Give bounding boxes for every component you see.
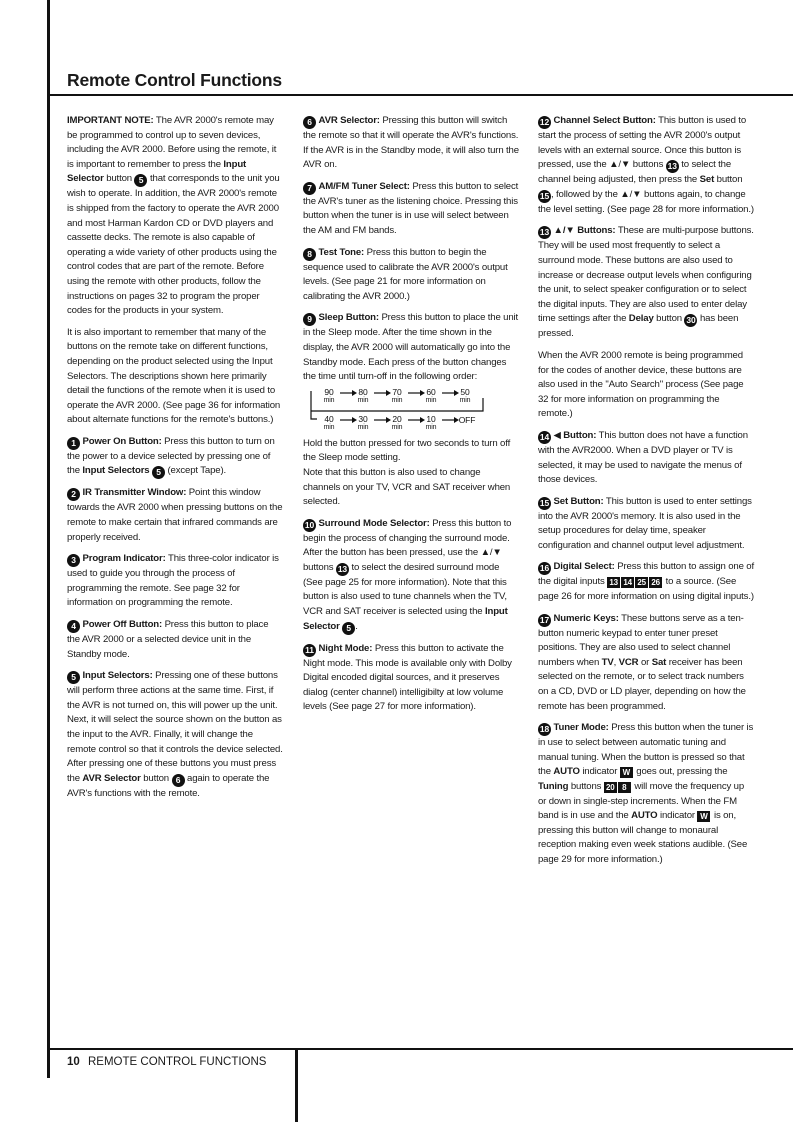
ref-badge: 13 — [337, 563, 348, 574]
ref-badge: 5 — [152, 466, 165, 479]
ref-badge: 5 — [134, 174, 147, 187]
left-vertical-rule — [47, 0, 50, 1078]
paragraph: When the AVR 2000 remote is being programmed for the codes of another device, these buttons are also used in the "Auto Search" process (See page 32 for more information on programming the remote.) — [538, 349, 744, 420]
up-down-arrows-icon: ▲/▼ — [553, 225, 575, 237]
item-ir-window: 2 IR Transmitter Window: Point this window towards the AVR 2000 when pressing buttons on the remote to make certain that infrared commands are properly received. — [67, 487, 283, 543]
item-avr-selector: 6 AVR Selector: Pressing this button will switch the remote so that it will operate the AVR's functions. If the AVR is in the Standby mode, it will also turn the AVR on. — [303, 115, 519, 171]
up-down-arrows-icon: ▲/▼ — [620, 188, 642, 200]
item-number-badge: 13 — [539, 227, 550, 238]
item-digital-select: 16 Digital Select: Press this button to assign one of the digital inputs 13 14 25 26 to a source. (See page 26 for more information on using digital inputs.) — [538, 561, 754, 603]
sleep-arrowhead — [352, 417, 357, 423]
item-night-mode: 11 Night Mode: Press this button to activate the Night mode. This mode is available only with Dolby Digital encoded digital sources, and it preserves dialog (center channel) intelligibilty at low volume levels (See page 27 for more information). — [303, 642, 512, 713]
sleep-unit: min — [323, 396, 335, 404]
sleep-value: 40 — [324, 413, 334, 424]
sleep-arrowhead — [352, 390, 357, 396]
up-down-arrows-icon: ▲/▼ — [480, 547, 502, 559]
sleep-unit: min — [357, 396, 369, 404]
sleep-value: 90 — [324, 386, 334, 397]
ref-square-badge: 26 — [649, 577, 662, 588]
ref-badge: 13 — [667, 161, 677, 172]
left-arrow-icon: ◀ — [553, 429, 561, 441]
paragraph: It is also important to remember that many of the buttons on the remote take on different functions, depending on the product selected using the Input Selectors. The descriptions shown here primarily detail the functions of the remote when it is used to operate the AVR 2000. (See page 36 for information about alternate functions for the remote's buttons.) — [67, 326, 281, 426]
ref-square-badge: 13 — [607, 577, 620, 588]
item-number-badge: 5 — [67, 671, 80, 684]
sleep-value: 60 — [426, 386, 436, 397]
sleep-arrowhead — [386, 417, 391, 423]
sleep-unit: min — [459, 396, 471, 404]
item-number-badge: 2 — [67, 488, 80, 501]
sleep-unit: min — [425, 423, 437, 431]
item-number-badge: 16 — [539, 563, 550, 574]
sleep-value: 80 — [358, 386, 368, 397]
item-number-badge: 7 — [303, 182, 316, 195]
sleep-sequence-diagram — [303, 387, 513, 431]
item-number-badge: 14 — [539, 431, 550, 442]
indicator-badge: W — [620, 767, 633, 778]
ref-square-badge: 20 — [604, 782, 617, 793]
sleep-arrowhead — [420, 417, 425, 423]
item-number-badge: 12 — [539, 117, 550, 127]
ref-badge: 15 — [539, 190, 550, 201]
item-sleep: 9 Sleep Button: Press this button to place the unit in the Sleep mode. After the time shown in the display, the AVR 2000 will automatically go into the Standby mode. Each press of the button changes the time until turn-off in the following order: — [303, 312, 519, 383]
sleep-connector-left — [311, 391, 317, 419]
ref-square-badge: 14 — [621, 577, 634, 588]
item-number-badge: 10 — [304, 519, 315, 530]
item-number-badge: 11 — [303, 644, 316, 657]
item-left-button: 14 ◀ Button: This button does not have a function with the AVR2000. When a DVD player or TV is selected, it may be used to navigate the menus of those devices. — [538, 429, 748, 486]
sleep-value: 30 — [358, 413, 368, 424]
item-number-badge: 17 — [539, 614, 550, 625]
item-number-badge: 9 — [303, 313, 316, 326]
item-tuner-mode: 18 Tuner Mode: Press this button when the tuner is in use to select between automatic tuning and manual tuning. When the button is pressed so that the AUTO indicator W goes out, pressing the Tuning buttons 20 8 will move the frequency up or down in single-step increments. When the FM band is in use and the AUTO indicator W is on, pressing this button will change to monaural reception making even week stations audible. (See page 29 for more information.) — [538, 722, 754, 865]
page-footer — [67, 1056, 266, 1068]
item-surround-mode: 10 Surround Mode Selector: Press this button to begin the process of changing the surround mode. After the button has been pressed, use the ▲/▼ buttons 13 to select the desired surround mode (See page 25 for more information). Note that this button is also used to tune channels when the TV, VCR and SAT receiver is selected using the Input Selector 5 . — [303, 517, 512, 633]
item-input-selectors: 5 Input Selectors: Pressing one of these buttons will perform three actions at the same time. First, if the AVR is not turned on, this will power up the unit. Next, it will select the source shown on the button as the input to the AVR. Finally, it will change the remote control so that it controls the device selected. After pressing one of these buttons you must press the AVR Selector button 6 again to operate the AVR's functions with the remote. — [67, 670, 283, 799]
sleep-channel-note: Note that this button is also used to change channels on your TV, VCR and SAT receiver when selected. — [303, 466, 511, 508]
item-number-badge: 8 — [303, 248, 316, 261]
important-note: IMPORTANT NOTE: The AVR 2000's remote may be programmed to control up to seven devices, including the AVR 2000. Before using the remote, it is important to remember to press the Input Selector button 5 that corresponds to the unit you wish to operate. In addition, the AVR 2000's remote is shipped from the factory to operate the AVR 2000 and most Harman Kardon CD or DVD players and cassette decks. The remote is also capable of operating a wide variety of other products using the control codes that are part of the remote. Before using the remote with other products, follow the instructions on pages 32 to program the proper codes for the products in your system. — [67, 115, 280, 317]
item-arrow-buttons: 13 ▲/▼ Buttons: These are multi-purpose buttons. They will be used most frequently to select a surround mode. These buttons are also used to increase or decrease output levels when configuring the unit, to select speaker configuration or to select the digital inputs. They are also used to enter delay time settings after the Delay button 30 has been pressed. — [538, 225, 754, 340]
column-1 — [67, 114, 283, 808]
ref-square-badge: 25 — [635, 577, 648, 588]
ref-badge: 6 — [172, 774, 185, 787]
sleep-arrowhead — [386, 390, 391, 396]
item-number-badge: 1 — [67, 437, 80, 450]
sleep-unit: min — [391, 423, 403, 431]
footer-section: REMOTE CONTROL FUNCTIONS — [88, 1056, 267, 1068]
item-number-badge: 3 — [67, 554, 80, 567]
sleep-off-label: OFF — [458, 414, 476, 425]
bottom-vertical-rule — [295, 1048, 298, 1122]
item-set-button: 15 Set Button: This button is used to enter settings into the AVR 2000's memory. It is also used in the setup procedures for delay time, speaker configuration and channel output level adjustment. — [538, 495, 752, 551]
up-down-arrows-icon: ▲/▼ — [609, 159, 631, 171]
column-2 — [303, 114, 519, 722]
note-label: IMPORTANT NOTE: — [67, 115, 154, 126]
sleep-value: 50 — [460, 386, 470, 397]
sleep-unit: min — [323, 423, 335, 431]
ref-badge: 30 — [686, 315, 696, 326]
item-power-on: 1 Power On Button: Press this button to turn on the power to a device selected by pressing one of the Input Selectors 5 (except Tape). — [67, 435, 275, 478]
sleep-unit: min — [357, 423, 369, 431]
item-power-off: 4 Power Off Button: Press this button to place the AVR 2000 or a selected device unit in the Standby mode. — [67, 619, 269, 660]
page-title: Remote Control Functions — [67, 70, 282, 90]
sleep-value: 20 — [392, 413, 402, 424]
ref-square-badge: 8 — [618, 782, 631, 793]
header-rule — [47, 94, 793, 96]
item-numeric-keys: 17 Numeric Keys: These buttons serve as a ten-button numeric keypad to enter tuner preset positions. They are also used to select channel numbers when TV, VCR or Sat receiver has been selected on the remote, or to select track numbers on a CD, DVD or LD player, depending on how the remote has been programmed. — [538, 612, 746, 712]
item-test-tone: 8 Test Tone: Press this button to begin the sequence used to calibrate the AVR 2000's output levels. (See page 21 for more information on calibrating the AVR 2000.) — [303, 246, 508, 302]
indicator-badge: W — [697, 811, 710, 822]
sleep-value: 70 — [392, 386, 402, 397]
page-number: 10 — [67, 1056, 80, 1068]
item-number-badge: 15 — [539, 497, 550, 508]
item-tuner-select: 7 AM/FM Tuner Select: Press this button to select the AVR's tuner as the listening choice. Pressing this button when the tuner is in use will select between the AM and FM bands. — [303, 180, 519, 236]
item-program-indicator: 3 Program Indicator: This three-color indicator is used to guide you through the process of programming the remote. See page 32 for information on programming the remote. — [67, 553, 279, 609]
footer-rule — [47, 1048, 793, 1050]
sleep-unit: min — [425, 396, 437, 404]
item-number-badge: 6 — [303, 116, 316, 129]
sleep-unit: min — [391, 396, 403, 404]
column-3 — [538, 114, 754, 875]
item-number-badge: 18 — [539, 724, 550, 735]
sleep-arrowhead — [454, 390, 459, 396]
item-channel-select: 12 Channel Select Button: This button is used to start the process of setting the AVR 2000's output levels with an external source. Once this button is pressed, use the ▲/▼ buttons 13 to select the channel being adjusted, then press the Set button 15 , followed by the ▲/▼ buttons again, to change the level setting. (See page 28 for more information.) — [538, 115, 754, 215]
sleep-arrowhead — [420, 390, 425, 396]
ref-badge: 5 — [342, 622, 355, 635]
item-number-badge: 4 — [67, 620, 80, 633]
sleep-hold-note: Hold the button pressed for two seconds to turn off the Sleep mode setting. — [303, 437, 511, 464]
sleep-value: 10 — [426, 413, 436, 424]
